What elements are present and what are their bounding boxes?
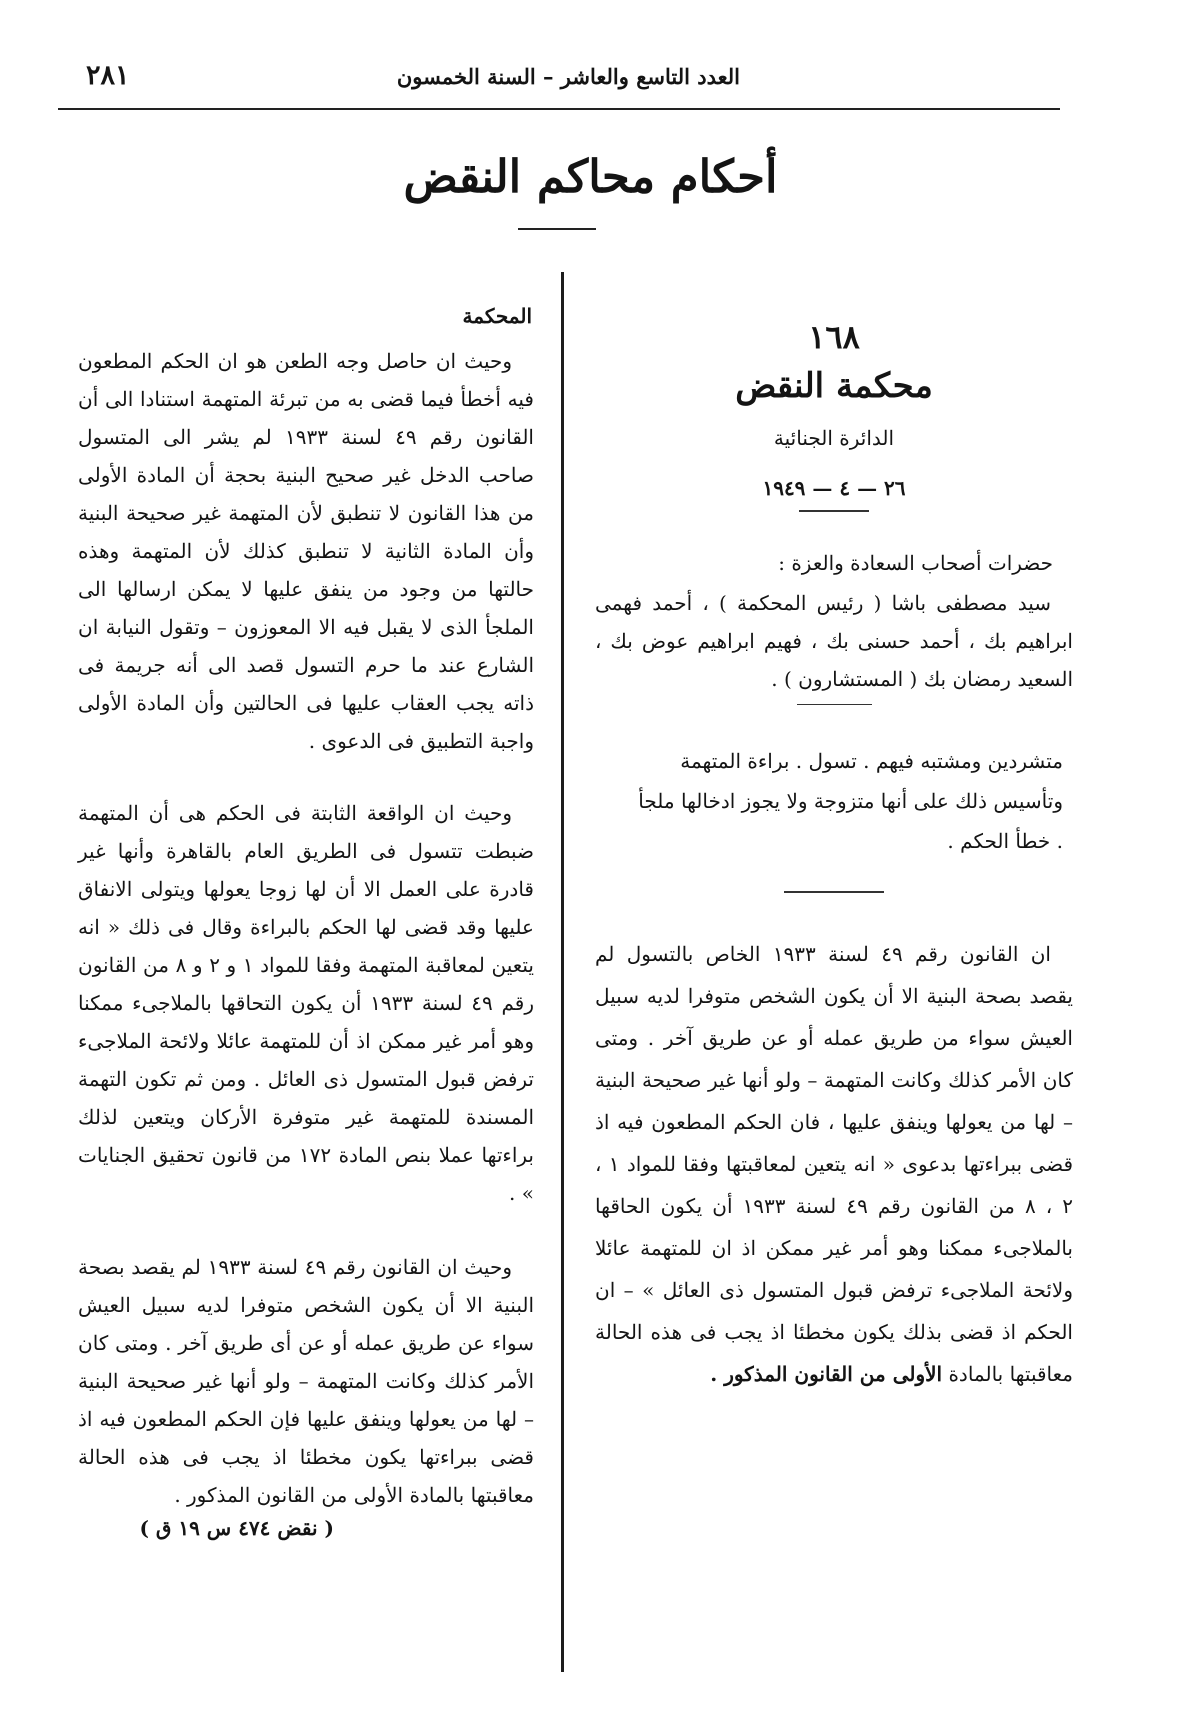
case-summary: متشردين ومشتبه فيهم . تسول . براءة المتهمة وتأسيس ذلك على أنها متزوجة ولا يجوز ادخالها ملجأ . خطأ الحكم . [638, 749, 1063, 853]
reasoning-paragraph-1: وحيث ان حاصل وجه الطعن هو ان الحكم المطعون فيه أخطأ فيما قضى به من تبرئة المتهمة استنادا الى أن القانون رقم ٤٩ لسنة ١٩٣٣ لم يشر الى المتسول صاحب الدخل غير صحيح البنية بحجة أن المادة الأولى من هذا القانون لا تنطبق لأن المتهمة غير صحيحة البنية وأن المادة الثانية لا تنطبق كذلك لأن المتهمة وهذه حالتها من وجود من ينفق عليها لا يمكن ارسالها الى الملجأ الذى لا يقبل فيه الا المعوزون – وتقول النيابة ان الشارع عند ما حرم التسول قصد الى أنه جريمة فى ذاته يجب العقاب عليها فى الحالتين وأن المادة الأولى واجبة التطبيق فى الدعوى . [78, 349, 534, 753]
judgment-date: ٢٦ — ٤ — ١٩٤٩ [762, 476, 906, 500]
case-number: ١٦٨ [808, 318, 860, 356]
legal-principle-tail: الأولى من القانون المذكور . [710, 1361, 943, 1386]
presence-heading: حضرات أصحاب السعادة والعزة : [778, 550, 1053, 575]
page-number: ٢٨١ [86, 60, 130, 91]
reasoning-paragraph-3: وحيث ان القانون رقم ٤٩ لسنة ١٩٣٣ لم يقصد بصحة البنية الا أن يكون الشخص متوفرا لديه سبيل العيش سواء عن طريق عمله أو عن أى طريق آخر . ومتى كان الأمر كذلك وكانت المتهمة – ولو أنها غير صحيحة البنية – لها من يعولها وينفق عليها فإن الحكم المطعون فيه اذ قضى ببراءتها يكون مخطئا اذ يجب فى هذه الحالة معاقبتها بالمادة الأولى من القانون المذكور . [78, 1255, 534, 1507]
column-divider [561, 272, 564, 1672]
court-name: محكمة النقض [735, 366, 933, 406]
running-header [58, 58, 1060, 110]
legal-principle [595, 933, 1073, 1395]
right-column [595, 318, 1073, 1395]
page-title: أحكام محاكم النقض [403, 150, 778, 203]
title-rule [518, 228, 596, 230]
section-rule [784, 891, 884, 893]
running-title: العدد التاسع والعاشر – السنة الخمسون [396, 64, 740, 89]
reasoning-paragraph-2: وحيث ان الواقعة الثابتة فى الحكم هى أن المتهمة ضبطت تتسول فى الطريق العام بالقاهرة وأنها غير قادرة على العمل الا أن لها زوجا يعولها ويتولى الانفاق عليها وقد قضى لها الحكم بالبراءة وقال فى ذلك « انه يتعين لمعاقبة المتهمة وفقا للمواد ١ و ٢ و ٨ من القانون رقم ٤٩ لسنة ١٩٣٣ أن يكون التحاقها بالملاجىء ممكنا وهو أمر غير ممكن اذ أن للمتهمة عائلا ولائحة الملاجىء ترفض قبول المتسول ذى العائل . ومن ثم تكون التهمة المسندة للمتهمة غير متوفرة الأركان ويتعين لذلك براءتها عملا بنص المادة ١٧٢ من قانون تحقيق الجنايات » . [78, 801, 535, 1205]
section-rule [797, 704, 872, 706]
header-rule [58, 108, 1060, 110]
court-circuit: الدائرة الجنائية [773, 426, 895, 450]
left-column [78, 304, 534, 1540]
legal-principle-body: ان القانون رقم ٤٩ لسنة ١٩٣٣ الخاص بالتسول لم يقصد بصحة البنية الا أن يكون الشخص متوفرا لديه سبيل العيش سواء من طريق عمله أو عن طريق آخر . ومتى كان الأمر كذلك وكانت المتهمة – ولو أنها غير صحيحة البنية – لها من يعولها وينفق عليها ، فان الحكم المطعون فيه اذ قضى ببراءتها بدعوى « انه يتعين لمعاقبتها وفقا للمواد ١ ، ٢ ، ٨ من القانون رقم ٤٩ لسنة ١٩٣٣ أن يكون الحاقها بالملاجىء ممكنا وهو أمر غير ممكن اذ ان للمتهمة عائلا ولائحة الملاجىء ترفض قبول المتسول ذى العائل » – ان الحكم اذ قضى بذلك يكون مخطئا اذ يجب فى هذه الحالة معاقبتها بالمادة [595, 941, 1074, 1386]
court-section-heading: المحكمة [462, 304, 532, 328]
case-citation: ( نقض ٤٧٤ س ١٩ ق ) [139, 1516, 334, 1540]
judges-paragraph: سيد مصطفى باشا ( رئيس المحكمة ) ، أحمد فهمى ابراهيم بك ، أحمد حسنى بك ، فهيم ابراهيم عوض بك ، السعيد رمضان بك ( المستشارون ) . [595, 590, 1073, 691]
section-rule [799, 510, 869, 512]
